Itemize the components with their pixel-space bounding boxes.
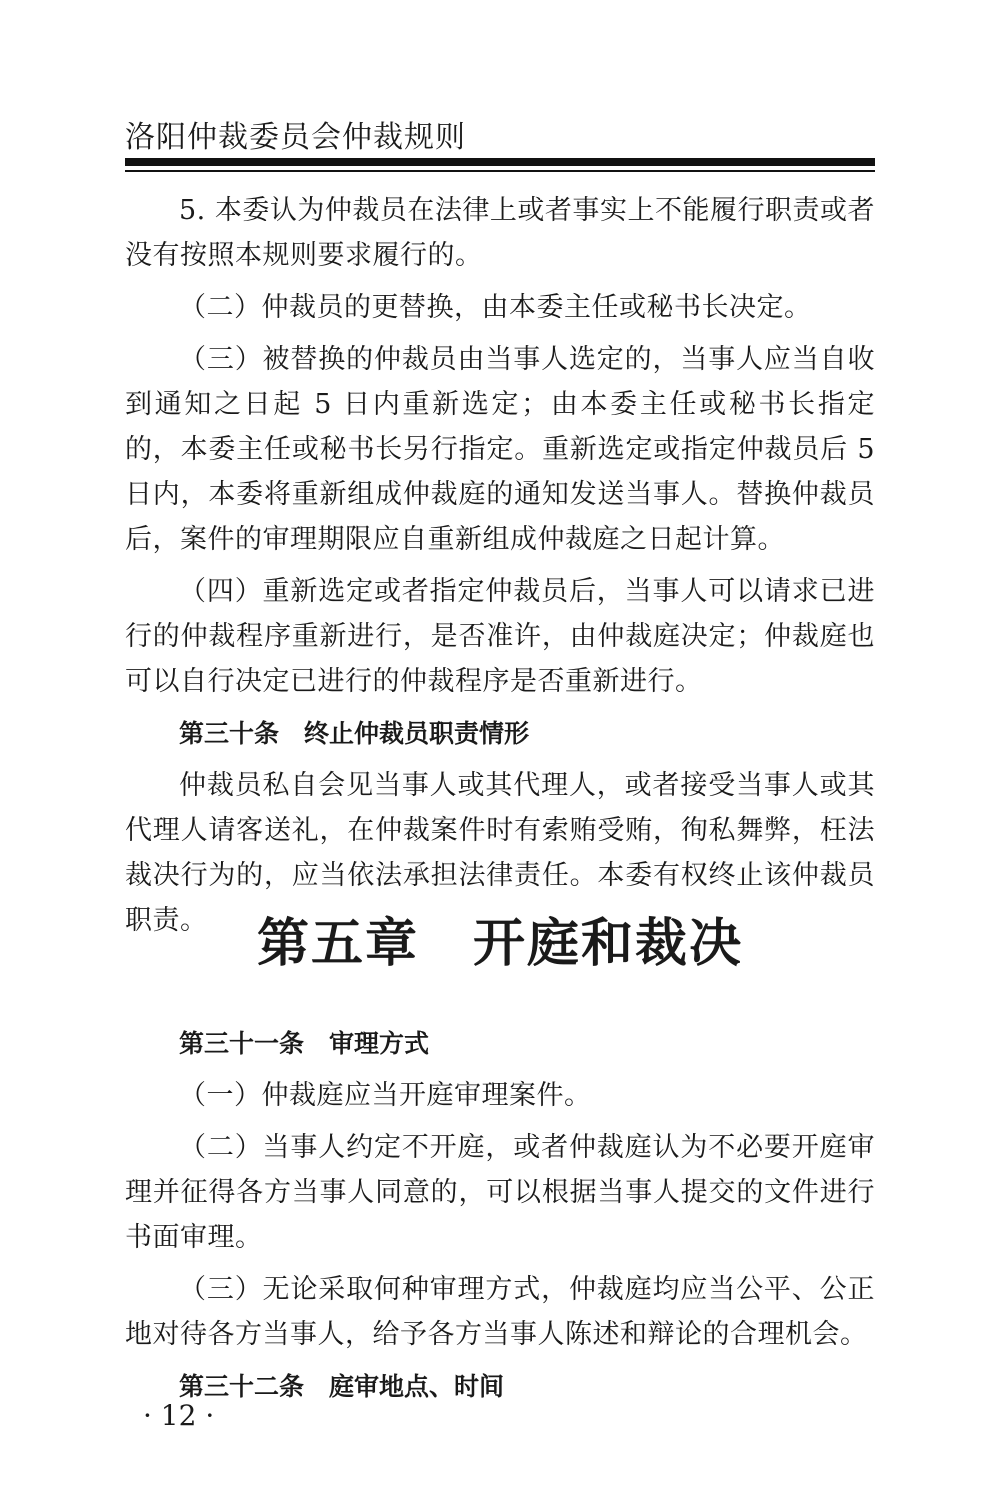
bottom-section bbox=[125, 1021, 875, 1416]
article-30-heading: 第三十条 终止仲裁员职责情形 bbox=[179, 719, 530, 748]
running-header: 洛阳仲裁委员会仲裁规则 bbox=[125, 120, 466, 155]
paragraph-written-review: （二）当事人约定不开庭，或者仲裁庭认为不必要开庭审理并征得各方当事人同意的，可以根据当事人提交的文件进行书面审理。 bbox=[125, 1132, 875, 1253]
header-rule-thin bbox=[125, 170, 875, 172]
page-number: · 12 · bbox=[143, 1399, 215, 1432]
header-rule-thick bbox=[125, 158, 875, 166]
article-32-heading: 第三十二条 庭审地点、时间 bbox=[179, 1372, 505, 1401]
paragraph-replacement-decision: （二）仲裁员的更替换，由本委主任或秘书长决定。 bbox=[179, 292, 812, 323]
paragraph-item-5: 5. 本委认为仲裁员在法律上或者事实上不能履行职责或者没有按照本规则要求履行的。 bbox=[125, 195, 875, 271]
paragraph-hearing: （一）仲裁庭应当开庭审理案件。 bbox=[179, 1080, 592, 1111]
article-31-heading: 第三十一条 审理方式 bbox=[179, 1029, 430, 1058]
chapter-title: 第五章 开庭和裁决 bbox=[256, 913, 743, 974]
article-30-body: 仲裁员私自会见当事人或其代理人，或者接受当事人或其代理人请客送礼，在仲裁案件时有索贿受贿，徇私舞弊，枉法裁决行为的，应当依法承担法律责任。本委有权终止该仲裁员职责。 bbox=[125, 770, 875, 936]
paragraph-reselection: （三）被替换的仲裁员由当事人选定的，当事人应当自收到通知之日起 5 日内重新选定；由本委主任或秘书长指定的，本委主任或秘书长另行指定。重新选定或指定仲裁员后 5 日内，本委将重新组成仲裁庭的通知发送当事人。替换仲裁员后，案件的审理期限应自重新组成仲裁庭之日起计算。 bbox=[125, 344, 875, 555]
paragraph-fair-treatment: （三）无论采取何种审理方式，仲裁庭均应当公平、公正地对待各方当事人，给予各方当事人陈述和辩论的合理机会。 bbox=[125, 1274, 875, 1350]
top-section bbox=[125, 188, 875, 950]
paragraph-reproceed: （四）重新选定或者指定仲裁员后，当事人可以请求已进行的仲裁程序重新进行，是否准许，由仲裁庭决定；仲裁庭也可以自行决定已进行的仲裁程序是否重新进行。 bbox=[125, 576, 875, 697]
